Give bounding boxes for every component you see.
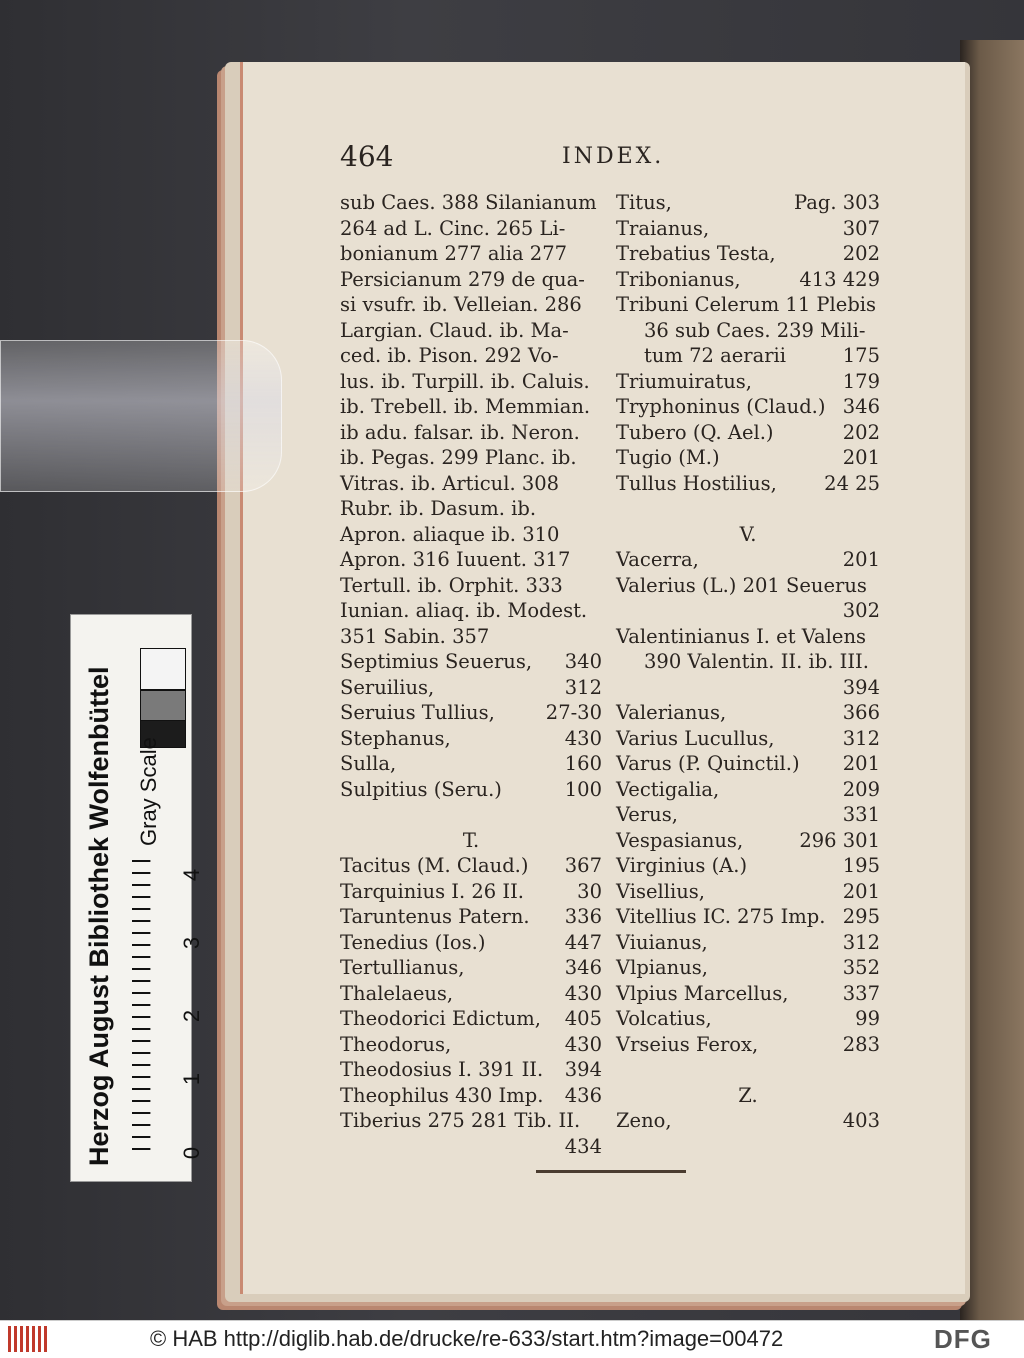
entry-term: Verus, — [616, 803, 678, 826]
entry-term: ib adu. falsar. ib. Neron. — [340, 420, 580, 444]
index-entry — [340, 471, 602, 497]
index-entry — [340, 802, 602, 828]
entry-term: Volcatius, — [616, 1007, 712, 1030]
entry-page-ref: 312 — [564, 675, 602, 699]
index-entry — [616, 802, 880, 828]
entry-page-ref: 195 — [842, 854, 880, 877]
entry-page-ref: 447 — [564, 930, 602, 954]
entry-term: Varus (P. Quinctil.) — [616, 752, 800, 775]
entry-page-ref: 367 — [564, 854, 602, 877]
hab-logo-icon — [8, 1326, 48, 1352]
entry-term: T. — [462, 828, 480, 852]
index-entry — [616, 930, 880, 956]
entry-page-ref: 283 — [842, 1032, 880, 1056]
index-column-right — [616, 190, 880, 1134]
entry-page-ref: 436 — [564, 1083, 602, 1107]
index-entry — [616, 1057, 880, 1083]
index-entry — [616, 292, 880, 318]
index-entry — [616, 471, 880, 497]
entry-term: 390 Valentin. II. ib. III. — [644, 650, 869, 673]
entry-term: Tarquinius I. 26 II. — [340, 879, 524, 903]
ruler-number: 3 — [179, 936, 205, 950]
index-entry — [616, 318, 880, 344]
entry-term: V. — [739, 522, 757, 546]
entry-term: 351 Sabin. 357 — [340, 624, 490, 648]
entry-page-ref: 175 — [842, 344, 880, 367]
entry-page-ref: 405 — [564, 1007, 602, 1030]
entry-term: Vlpianus, — [616, 956, 708, 979]
index-entry — [616, 624, 880, 650]
page-number: 464 — [340, 140, 394, 173]
entry-term: 36 sub Caes. 239 Mili- — [644, 318, 866, 342]
entry-term: Tertull. ib. Orphit. 333 — [340, 573, 563, 597]
index-entry — [340, 1108, 602, 1134]
entry-term: Visellius, — [616, 879, 705, 903]
entry-term: Persicianum 279 de qua- — [340, 267, 585, 291]
entry-term: Tacitus (M. Claud.) — [340, 854, 529, 877]
entry-term: ced. ib. Pison. 292 Vo- — [340, 344, 559, 367]
entry-page-ref: 202 — [842, 420, 880, 444]
entry-term: Iunian. aliaq. ib. Modest. — [340, 599, 588, 622]
entry-term: Tenedius (Ios.) — [340, 930, 486, 954]
running-title: INDEX. — [562, 144, 665, 169]
index-entry — [340, 726, 602, 752]
index-entry — [616, 420, 880, 446]
index-entry — [340, 879, 602, 905]
index-entry — [616, 879, 880, 905]
entry-term: Vacerra, — [616, 548, 699, 571]
index-entry — [340, 1134, 602, 1160]
index-entry — [340, 573, 602, 599]
entry-page-ref: 201 — [842, 879, 880, 903]
index-entry — [340, 420, 602, 446]
index-entry — [340, 853, 602, 879]
entry-term: Tugio (M.) — [616, 446, 720, 469]
gray-swatch-light — [140, 648, 186, 690]
index-entry — [340, 981, 602, 1007]
ruler-gray-label: Gray Scale — [136, 737, 161, 846]
entry-term: Septimius Seuerus, — [340, 650, 533, 673]
entry-page-ref: 346 — [564, 956, 602, 979]
entry-term: Apron. 316 Iuuent. 317 — [340, 548, 571, 571]
index-entry — [616, 726, 880, 752]
entry-page-ref: 312 — [842, 930, 880, 954]
index-entry — [340, 369, 602, 395]
entry-page-ref: 179 — [842, 369, 880, 393]
index-entry — [616, 1108, 880, 1134]
entry-term: Valerianus, — [616, 701, 727, 724]
index-entry — [340, 267, 602, 293]
entry-term: bonianum 277 alia 277 — [340, 242, 568, 265]
entry-page-ref: 99 — [855, 1007, 880, 1030]
index-entry — [340, 904, 602, 930]
index-entry — [616, 1083, 880, 1109]
index-entry — [616, 751, 880, 777]
index-entry — [616, 777, 880, 803]
ruler-number: 1 — [179, 1072, 205, 1086]
index-entry — [616, 981, 880, 1007]
entry-term: si vsufr. ib. Velleian. 286 — [340, 293, 582, 316]
entry-term: Sulla, — [340, 752, 397, 775]
index-entry — [616, 828, 880, 854]
index-entry — [340, 292, 602, 318]
entry-term: Tertullianus, — [340, 956, 465, 979]
index-entry — [616, 267, 880, 293]
index-entry — [340, 624, 602, 650]
entry-term: Z. — [738, 1083, 758, 1107]
entry-term: Triumuiratus, — [616, 369, 752, 393]
index-entry — [616, 190, 880, 216]
index-entry — [616, 700, 880, 726]
index-entry — [340, 1083, 602, 1109]
index-entry — [616, 216, 880, 242]
entry-term: Rubr. ib. Dasum. ib. — [340, 497, 537, 520]
index-entry — [340, 1032, 602, 1058]
index-entry — [340, 216, 602, 242]
entry-page-ref: 403 — [842, 1109, 880, 1132]
entry-page-ref: 209 — [842, 777, 880, 801]
entry-page-ref: 336 — [564, 905, 602, 928]
end-rule — [536, 1170, 686, 1173]
index-entry — [616, 343, 880, 369]
entry-term: Zeno, — [616, 1109, 672, 1132]
footer-credit[interactable]: © HAB http://diglib.hab.de/drucke/re-633/start.htm?image=00472 — [150, 1326, 784, 1351]
entry-term: tum 72 aerarii — [644, 344, 787, 367]
footer-bar — [0, 1320, 1024, 1358]
index-entry — [616, 496, 880, 522]
entry-term: Trebatius Testa, — [616, 242, 776, 265]
entry-page-ref: 27-30 — [545, 701, 602, 724]
index-entry — [616, 394, 880, 420]
entry-term: Thalelaeus, — [340, 981, 454, 1005]
index-entry — [340, 394, 602, 420]
index-entry — [616, 649, 880, 675]
ruler-institution: Herzog August Bibliothek Wolfenbüttel — [84, 666, 114, 1166]
index-entry — [616, 445, 880, 471]
entry-term: Titus, — [616, 191, 672, 214]
index-entry — [340, 955, 602, 981]
entry-term: Tribuni Celerum 11 Plebis — [616, 293, 877, 316]
entry-term: Vectigalia, — [616, 777, 720, 801]
entry-term: Vitras. ib. Articul. 308 — [340, 471, 560, 495]
entry-term: Vespasianus, — [616, 828, 744, 852]
entry-page-ref: 346 — [842, 395, 880, 418]
index-entry — [616, 547, 880, 573]
index-entry — [616, 675, 880, 701]
index-entry — [616, 904, 880, 930]
index-entry — [616, 853, 880, 879]
index-entry — [340, 1006, 602, 1032]
entry-term: Seruius Tullius, — [340, 701, 495, 724]
entry-page-ref: 394 — [564, 1058, 602, 1081]
entry-term: ib. Trebell. ib. Memmian. — [340, 395, 591, 418]
entry-page-ref: 201 — [842, 752, 880, 775]
index-entry — [340, 522, 602, 548]
entry-term: Sulpitius (Seru.) — [340, 777, 502, 801]
entry-page-ref: 331 — [842, 803, 880, 826]
index-entry — [616, 522, 880, 548]
entry-term: Tiberius 275 281 Tib. II. — [340, 1109, 581, 1132]
index-column-left — [340, 190, 602, 1159]
entry-term: Theodosius I. 391 II. — [340, 1058, 544, 1081]
index-entry — [340, 828, 602, 854]
dfg-logo: DFG — [934, 1324, 992, 1354]
entry-term: Theodorus, — [340, 1032, 452, 1056]
entry-page-ref: 296 301 — [799, 828, 880, 852]
entry-term: Stephanus, — [340, 726, 451, 750]
entry-term: Theophilus 430 Imp. — [340, 1083, 544, 1107]
entry-term: Largian. Claud. ib. Ma- — [340, 318, 569, 342]
entry-term: ib. Pegas. 299 Planc. ib. — [340, 446, 577, 469]
ruler-number: 2 — [179, 1009, 205, 1023]
index-entry — [340, 675, 602, 701]
index-entry — [616, 598, 880, 624]
ruler-number: 4 — [179, 868, 205, 882]
entry-term: Tullus Hostilius, — [616, 471, 777, 495]
entry-page-ref: 202 — [842, 242, 880, 265]
entry-page-ref: 434 — [564, 1134, 602, 1158]
entry-term: Seruilius, — [340, 675, 435, 699]
entry-term: Theodorici Edictum, — [340, 1007, 541, 1030]
entry-page-ref: 295 — [842, 905, 880, 928]
entry-page-ref: 24 25 — [824, 471, 880, 495]
index-entry — [340, 547, 602, 573]
index-entry — [616, 955, 880, 981]
entry-term: 264 ad L. Cinc. 265 Li- — [340, 216, 566, 240]
ruler-number: 0 — [179, 1146, 205, 1160]
entry-term: Valerius (L.) 201 Seuerus — [616, 573, 867, 597]
entry-term: Apron. aliaque ib. 310 — [340, 522, 560, 546]
entry-term: Tubero (Q. Ael.) — [616, 420, 774, 444]
index-entry — [616, 369, 880, 395]
index-entry — [616, 1006, 880, 1032]
entry-term: Traianus, — [616, 216, 710, 240]
entry-term: Tryphoninus (Claud.) — [616, 395, 826, 418]
index-entry — [340, 445, 602, 471]
entry-page-ref: 430 — [564, 981, 602, 1005]
entry-term: Viuianus, — [616, 930, 708, 954]
index-entry — [340, 700, 602, 726]
entry-page-ref: 352 — [842, 956, 880, 979]
index-entry — [340, 318, 602, 344]
entry-term: sub Caes. 388 Silanianum — [340, 191, 597, 214]
entry-page-ref: 160 — [564, 752, 602, 775]
index-entry — [616, 241, 880, 267]
index-entry — [340, 1057, 602, 1083]
glass-page-clip — [0, 340, 282, 492]
entry-term: Virginius (A.) — [616, 854, 748, 877]
entry-page-ref: 201 — [842, 446, 880, 469]
entry-term: Taruntenus Patern. — [340, 905, 530, 928]
entry-page-ref: 307 — [842, 216, 880, 240]
entry-page-ref: 100 — [564, 777, 602, 801]
index-entry — [340, 343, 602, 369]
page-header — [340, 140, 880, 180]
entry-term: Vlpius Marcellus, — [616, 981, 789, 1005]
index-entry — [340, 496, 602, 522]
index-entry — [340, 598, 602, 624]
entry-page-ref: 394 — [842, 675, 880, 699]
entry-term: Valentinianus I. et Valens — [616, 624, 867, 648]
index-entry — [616, 1032, 880, 1058]
entry-term: Vitellius IC. 275 Imp. — [616, 905, 826, 928]
entry-term: Varius Lucullus, — [616, 726, 775, 750]
index-entry — [340, 777, 602, 803]
entry-term: Vrseius Ferox, — [616, 1032, 759, 1056]
entry-page-ref: 413 429 — [799, 267, 880, 291]
entry-page-ref: 430 — [564, 1032, 602, 1056]
entry-page-ref: 312 — [842, 726, 880, 750]
index-entry — [616, 573, 880, 599]
entry-page-ref: 337 — [842, 981, 880, 1005]
entry-page-ref: 30 — [577, 879, 602, 903]
entry-term: lus. ib. Turpill. ib. Caluis. — [340, 369, 590, 393]
index-entry — [340, 751, 602, 777]
entry-page-ref: 201 — [842, 548, 880, 571]
index-entry — [340, 190, 602, 216]
entry-term: Tribonianus, — [616, 267, 741, 291]
entry-page-ref: Pag. 303 — [794, 191, 880, 214]
index-entry — [340, 649, 602, 675]
entry-page-ref: 302 — [842, 599, 880, 622]
index-entry — [340, 930, 602, 956]
entry-page-ref: 430 — [564, 726, 602, 750]
index-entry — [340, 241, 602, 267]
entry-page-ref: 366 — [842, 701, 880, 724]
entry-page-ref: 340 — [564, 650, 602, 673]
